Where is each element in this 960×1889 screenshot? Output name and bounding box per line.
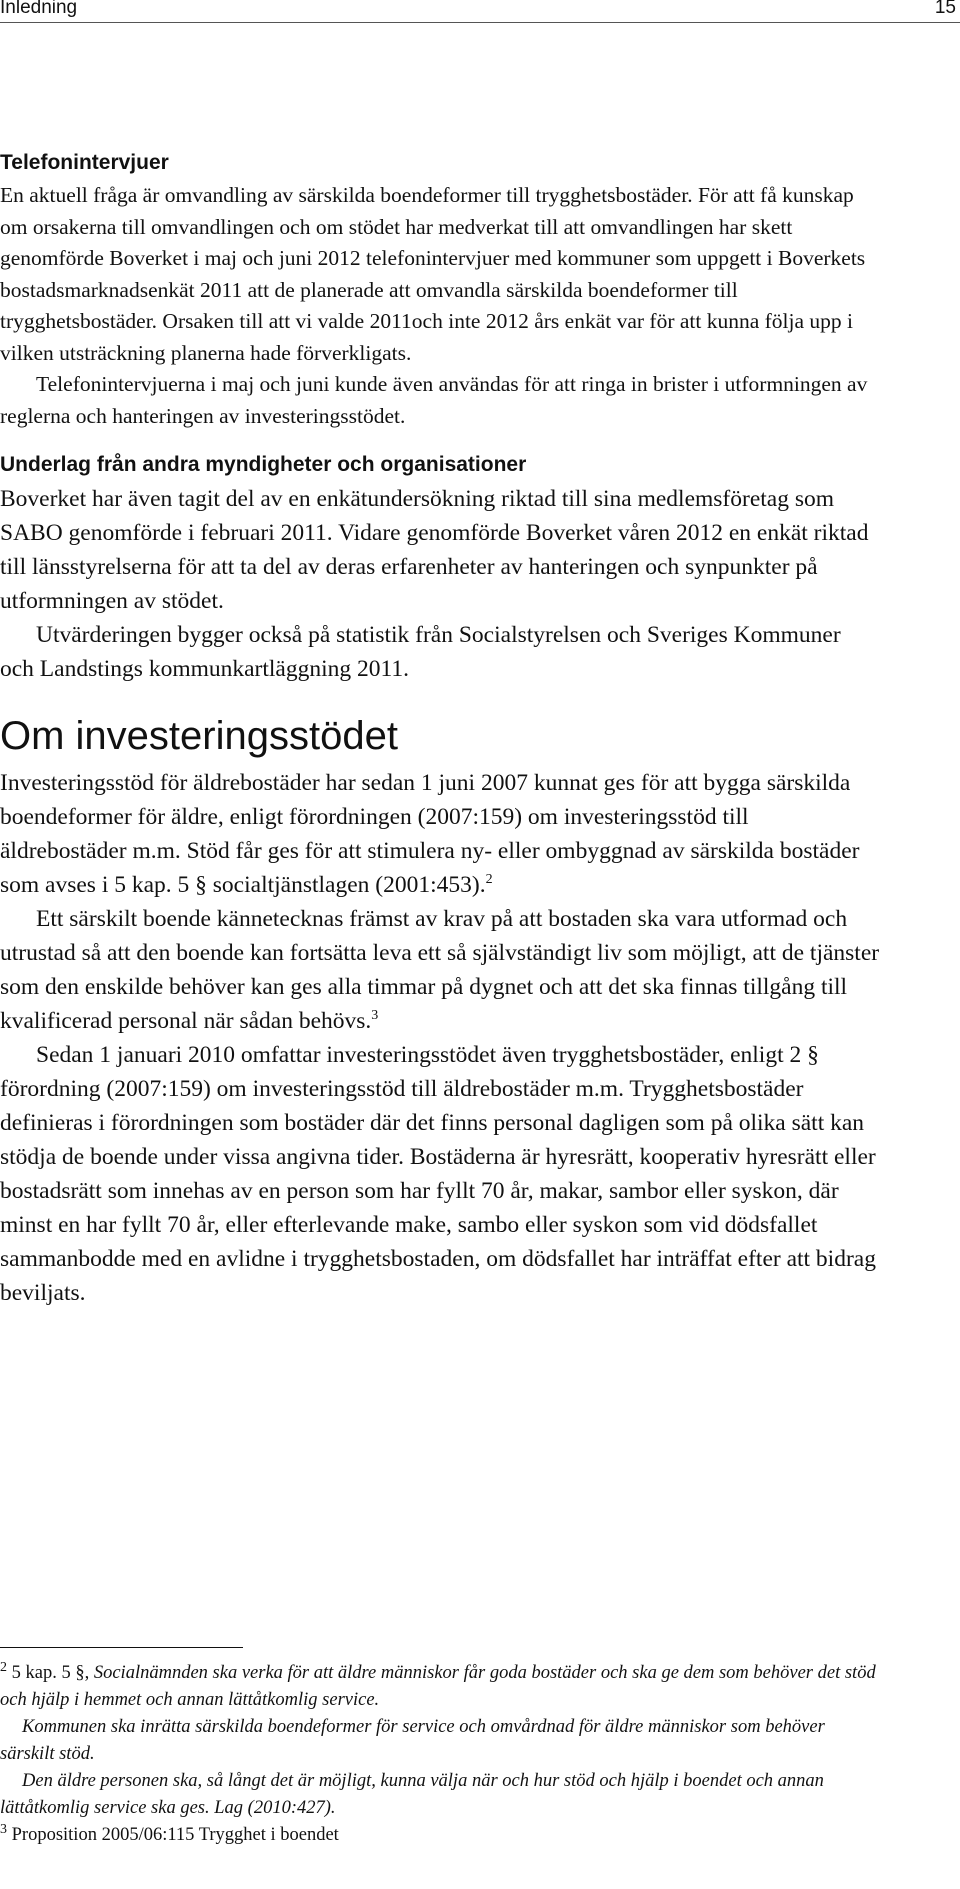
footnote-number: 2 (0, 1659, 7, 1675)
paragraph-text: Investeringsstöd för äldrebostäder har sedan 1 juni 2007 kunnat ges för att bygga särskilda boendeformer för äldre, enligt förordningen (2007:159) om investeringsstöd till äldrebostäder m.m. Stöd får ges för att stimulera ny- eller ombyggnad av särskilda bostäder som avses i 5 kap. 5 § socialtjänstlagen (2001:453). (0, 770, 860, 898)
section-underlag (0, 452, 880, 686)
footnote-ref-3: 3 (371, 1008, 379, 1024)
running-header (0, 0, 960, 23)
paragraph-text: Ett särskilt boende kännetecknas främst av krav på att bostaden ska vara utformad och utrustad så att den boende kan fortsätta leva ett så självständigt liv som möjligt, att de tjänster som den enskilde behöver kan ges alla timmar på dygnet och att det ska finnas tillgång till kvalificerad personal när sådan behövs. (0, 906, 880, 1034)
footnote-2 (0, 1660, 880, 1714)
paragraph (0, 902, 880, 1038)
footnote-2-continued: Den äldre personen ska, så långt det är möjligt, kunna välja när och hur stöd och hjälp i boendet och annan lättåtkomlig service ska ges. Lag (2010:427). (0, 1771, 824, 1818)
footnote-ref-2: 2 (485, 872, 493, 888)
footnote-lead: 5 kap. 5 §, (7, 1663, 94, 1683)
main-content (0, 150, 880, 1310)
section-heading: Telefonintervjuer (0, 151, 169, 174)
paragraph: Boverket har även tagit del av en enkätundersökning riktad till sina medlemsföretag som SABO genomförde i februari 2011. Vidare genomförde Boverket våren 2012 en enkät riktad till länsstyrelserna för att ta del av deras erfarenheter av hanteringen och synpunkter på utformningen av stödet. (0, 486, 869, 614)
footnote-number: 3 (0, 1821, 7, 1837)
chapter-heading: Om investeringsstödet (0, 714, 398, 758)
paragraph: Sedan 1 januari 2010 omfattar investeringsstödet även trygghetsbostäder, enligt 2 § förordning (2007:159) om investeringsstöd till äldrebostäder m.m. Trygghetsbostäder definieras i förordningen som bostäder där det finns personal dagligen som på olika sätt kan stödja de boende under vissa angivna tider. Bostäderna är hyresrätt, kooperativ hyresrätt eller bostadsrätt som innehas av en person som har fyllt 70 år, makar, sambor eller syskon, där minst en har fyllt 70 år, eller efterlevande make, sambo eller syskon som vid dödsfallet sammanbodde med en avlidne i trygghetsbostaden, om dödsfallet har inträffat efter att bidrag beviljats. (0, 1042, 876, 1306)
footnote-separator (0, 1647, 243, 1648)
section-telefonintervjuer (0, 150, 880, 432)
footnote-2-continued: Kommunen ska inrätta särskilda boendeformer för service och omvårdnad för äldre människor som behöver särskilt stöd. (0, 1717, 825, 1764)
footnotes (0, 1660, 880, 1849)
paragraph (0, 766, 880, 902)
header-chapter-title: Inledning (0, 0, 78, 18)
footnote-text: Proposition 2005/06:115 Trygghet i boendet (7, 1825, 339, 1845)
paragraph: En aktuell fråga är omvandling av särskilda boendeformer till trygghetsbostäder. För att få kunskap om orsakerna till omvandlingen och om stödet har medverkat till att omvandlingen har skett genomförde Boverket i maj och juni 2012 telefonintervjuer med kommuner som uppgett i Boverkets bostadsmarknadsenkät 2011 att de planerade att omvandla särskilda boendeformer till trygghetsbostäder. Orsaken till att vi valde 2011och inte 2012 års enkät var för att kunna följa upp i vilken utsträckning planerna hade förverkligats. (0, 183, 866, 365)
footnote-quote: Socialnämnden ska verka för att äldre människor får goda bostäder och ska ge dem som behöver det stöd och hjälp i hemmet och annan lättåtkomlig service. (0, 1663, 876, 1710)
paragraph: Telefonintervjuerna i maj och juni kunde även användas för att ringa in brister i utformningen av reglerna och hanteringen av investeringsstödet. (0, 372, 868, 428)
paragraph: Utvärderingen bygger också på statistik från Socialstyrelsen och Sveriges Kommuner och Landstings kommunkartläggning 2011. (0, 622, 841, 682)
section-om-investeringsstodet (0, 712, 880, 1310)
footnote-3 (0, 1822, 880, 1849)
header-page-number: 15 (934, 0, 956, 18)
section-heading: Underlag från andra myndigheter och organisationer (0, 453, 527, 476)
